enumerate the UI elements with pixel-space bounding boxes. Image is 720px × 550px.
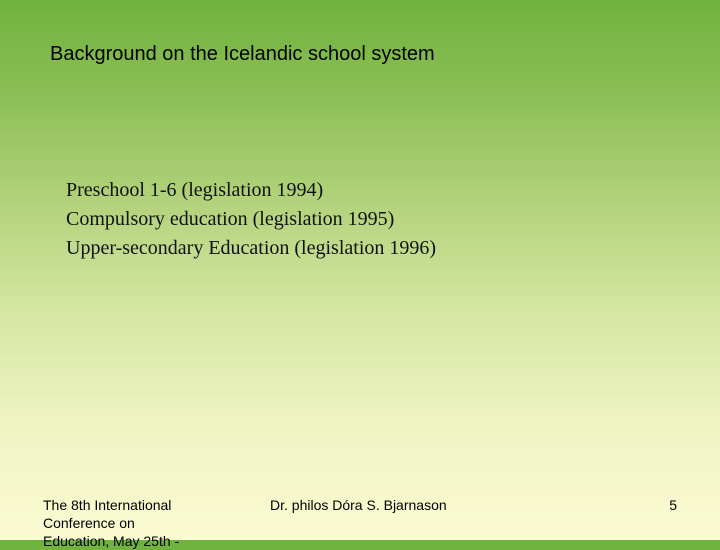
- page-number: 5: [669, 497, 677, 513]
- list-item: Preschool 1-6 (legislation 1994): [66, 179, 324, 201]
- slide-title: Background on the Icelandic school system: [50, 43, 435, 65]
- footer-line: Conference on: [43, 515, 135, 531]
- bullet-list: [66, 176, 436, 263]
- list-item: Upper-secondary Education (legislation 1996): [66, 237, 437, 259]
- list-item: Compulsory education (legislation 1995): [66, 208, 395, 230]
- footer-line: Education, May 25th -: [43, 533, 180, 549]
- footer-conference: [43, 496, 203, 550]
- footer-author: Dr. philos Dóra S. Bjarnason: [270, 497, 447, 513]
- footer-line: The 8th International: [43, 497, 172, 513]
